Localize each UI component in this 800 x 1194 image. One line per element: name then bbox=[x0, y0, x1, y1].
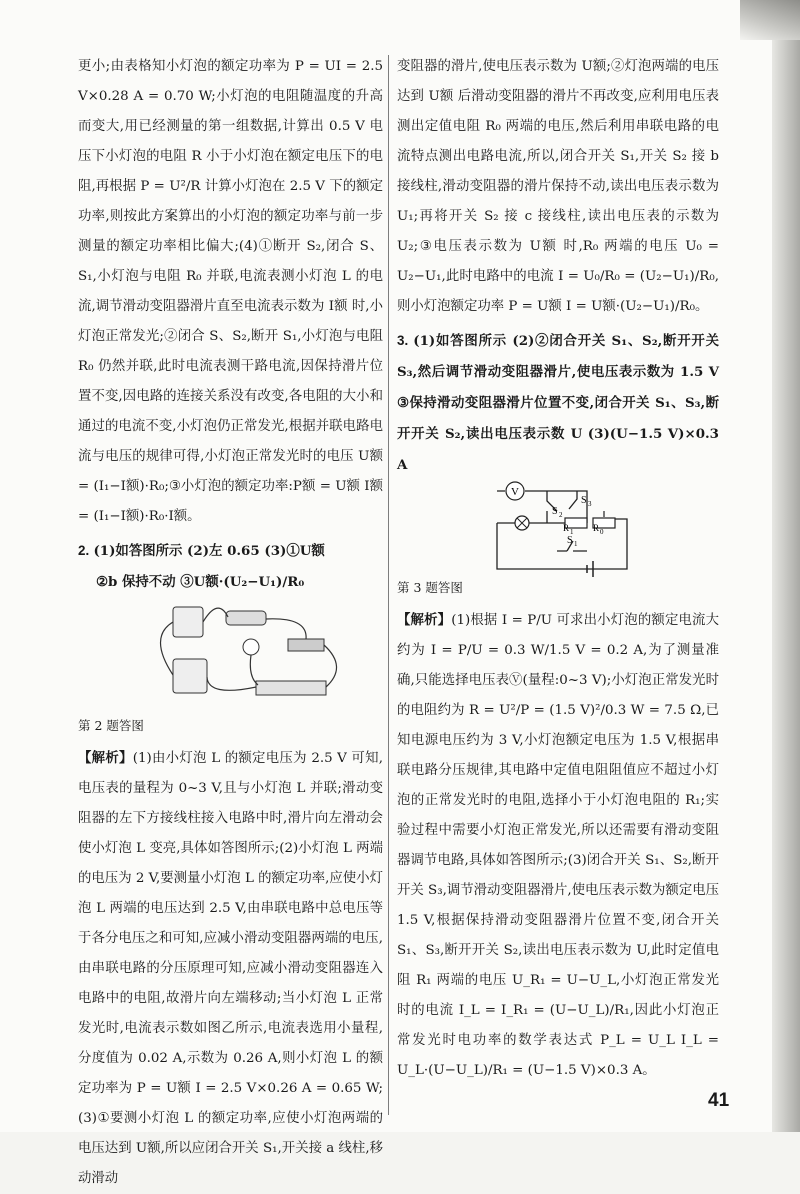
svg-text:2: 2 bbox=[559, 511, 563, 519]
svg-text:S: S bbox=[567, 535, 573, 546]
svg-text:1: 1 bbox=[570, 528, 574, 536]
right-column bbox=[397, 52, 719, 1086]
page-edge-shadow bbox=[772, 0, 800, 1132]
right-continuation: 变阻器的滑片,使电压表示数为 U额;②灯泡两端的电压达到 U额 后滑动变阻器的滑片不再改变,应利用电压表测出定值电阻 R₀ 两端的电压,然后利用串联电路的电流特点测出电路电流,所以,闭合开关 S₁,开关 S₂ 接 b 接线柱,滑动变阻器的滑片保持不动,读出电压表示数为 U₁;再将开关 S₂ 接 c 接线柱,读出电压表的示数为 U₂;③电压表示数为 U额 时,R₀ 两端的电压 U₀ = U₂−U₁,此时电路中的电流 I = U₀/R₀ = (U₂−U₁)/R₀,则小灯泡额定功率 P = U额 I = U额·(U₂−U₁)/R₀。 bbox=[397, 59, 719, 314]
voltmeter-icon bbox=[173, 659, 207, 693]
left-paragraph: 更小;由表格知小灯泡的额定功率为 P = UI = 2.5 V×0.28 A = 0.70 W;小灯泡的电阻随温度的升高而变大,用已经测量的第一组数据,计算出 0.5 V 电压下小灯泡的电阻 R 小于小灯泡在额定电压下的电阻,再根据 P = U²/R 计算小灯泡在 2.5 V 下的额定功率,则按此方案算出的小灯泡的额定功率与前一步测量的额定功率相比偏大;(4)①断开 S₂,闭合 S、S₁,小灯泡与电阻 R₀ 并联,电流表测小灯泡 L 的电流,调节滑动变阻器滑片直至电流表示数为 I额 时,小灯泡正常发光;②闭合 S、S₂,断开 S₁,小灯泡与电阻 R₀ 仍然并联,此时电流表测干路电流,因保持滑片位置不变,因电路的连接关系没有改变,各电阻的大小和通过的电流不变,小灯泡仍正常发光,根据并联电路电流与电压的规律可得,小灯泡正常发光时的电压 U额 = (I₁−I额)·R₀;③小灯泡的额定功率:P额 = U额 I额 = (I₁−I额)·R₀·I额。 bbox=[78, 59, 383, 524]
left-column bbox=[78, 52, 383, 1194]
analysis-label: 【解析】 bbox=[397, 612, 452, 628]
svg-text:V: V bbox=[511, 486, 519, 498]
column-divider bbox=[388, 55, 389, 1115]
svg-text:S: S bbox=[581, 495, 587, 506]
q3-circuit-diagram bbox=[397, 481, 719, 577]
q3-analysis-text: (1)根据 I = P/U 可求出小灯泡的额定电流大约为 I = P/U = 0.3 W/1.5 V = 0.2 A,为了测量准确,只能选择电压表Ⓥ(量程:0~3 V);小灯泡正常发光时的电阻约为 R = U²/P = (1.5 V)²/0.3 W = 7.5 Ω,已知电源电压约为 3 V,小灯泡额定电压为 1.5 V,根据串联电路分压规律,其电路中定值电阻阻值应不超过小灯泡的正常发光时的电阻,选择小于小灯泡电阻的 R₁;实验过程中需要小灯泡正常发光,所以还需要有滑动变阻器调节电路,具体如答图所示;(3)闭合开关 S₁、S₂,断开开关 S₃,调节滑动变阻器滑片,使电压表示数为额定电压 1.5 V,根据保持滑动变阻器滑片位置不变,闭合开关 S₁、S₃,断开开关 S₂,读出电压表示数为 U,此时定值电阻 R₁ 两端的电压 U_R₁ = U−U_L,小灯泡正常发光时的电流 I_L = I_R₁ = (U−U_L)/R₁,因此小灯泡正常发光时电功率的数学表达式 P_L = U_L I_L = U_L·(U−U_L)/R₁ = (U−1.5 V)×0.3 A。 bbox=[397, 613, 720, 1078]
q2-number: 2. bbox=[78, 543, 90, 558]
svg-text:R: R bbox=[563, 523, 570, 533]
analysis-label: 【解析】 bbox=[78, 750, 133, 766]
q2-analysis-text: (1)由小灯泡 L 的额定电压为 2.5 V 可知,电压表的量程为 0~3 V,且与小灯泡 L 并联;滑动变阻器的左下方接线柱接入电路中时,滑片向左滑动会使小灯泡 L 变亮,具体如答图所示;(2)小灯泡 L 两端的电压为 2 V,要测量小灯泡 L 的额定功率,应使小灯泡 L 两端的电压达到 2.5 V,由串联电路中总电压等于各分电压之和可知,应减小滑动变阻器两端的电压,由串联电路的分压原理可知,应减小滑动变阻器连入电路中的电阻,故滑片向左端移动;当小灯泡 L 正常发光时,电流表示数如图乙所示,电流表选用小量程,分度值为 0.02 A,示数为 0.26 A,则小灯泡 L 的额定功率为 P = U额 I = 2.5 V×0.26 A = 0.65 W;(3)①要测小灯泡 L 的额定功率,应使小灯泡两端的电压达到 U额,所以应闭合开关 S₁,开关接 a 线柱,移动滑动 bbox=[78, 751, 384, 1186]
ammeter-icon bbox=[173, 607, 203, 637]
page-number: 41 bbox=[708, 1090, 730, 1111]
svg-text:S: S bbox=[552, 506, 558, 517]
q2-answer-line1: (1)如答图所示 (2)左 0.65 (3)①U额 bbox=[93, 543, 325, 559]
q3-analysis bbox=[397, 605, 719, 1086]
q2-answer bbox=[78, 536, 383, 567]
battery-icon bbox=[226, 611, 266, 625]
rheostat-icon bbox=[256, 681, 326, 695]
q2-analysis bbox=[78, 743, 383, 1194]
q3-figure bbox=[397, 481, 719, 577]
q3-answer-text: (1)如答图所示 (2)②闭合开关 S₁、S₂,断开开关 S₃,然后调节滑动变阻器滑片,使电压表示数为 1.5 V ③保持滑动变阻器滑片位置不变,闭合开关 S₁、S₃,断开开关 S₂,读出电压表示数 U (3)(U−1.5 V)×0.3 A bbox=[397, 333, 719, 473]
q3-figure-caption: 第 3 题答图 bbox=[397, 580, 463, 595]
bulb-icon bbox=[243, 639, 259, 655]
switch-icon bbox=[288, 639, 324, 651]
q2-figure bbox=[78, 597, 383, 715]
q3-answer bbox=[397, 326, 719, 481]
svg-text:R: R bbox=[593, 523, 600, 533]
q2-circuit-sketch bbox=[78, 597, 383, 715]
q2-figure-caption: 第 2 题答图 bbox=[78, 718, 144, 733]
page-corner-fold bbox=[740, 0, 800, 40]
q3-number: 3. bbox=[397, 333, 409, 348]
svg-text:0: 0 bbox=[600, 528, 604, 536]
svg-text:3: 3 bbox=[588, 500, 592, 508]
svg-text:1: 1 bbox=[574, 540, 578, 548]
q2-answer-line2: ②b 保持不动 ③U额·(U₂−U₁)/R₀ bbox=[96, 574, 305, 590]
